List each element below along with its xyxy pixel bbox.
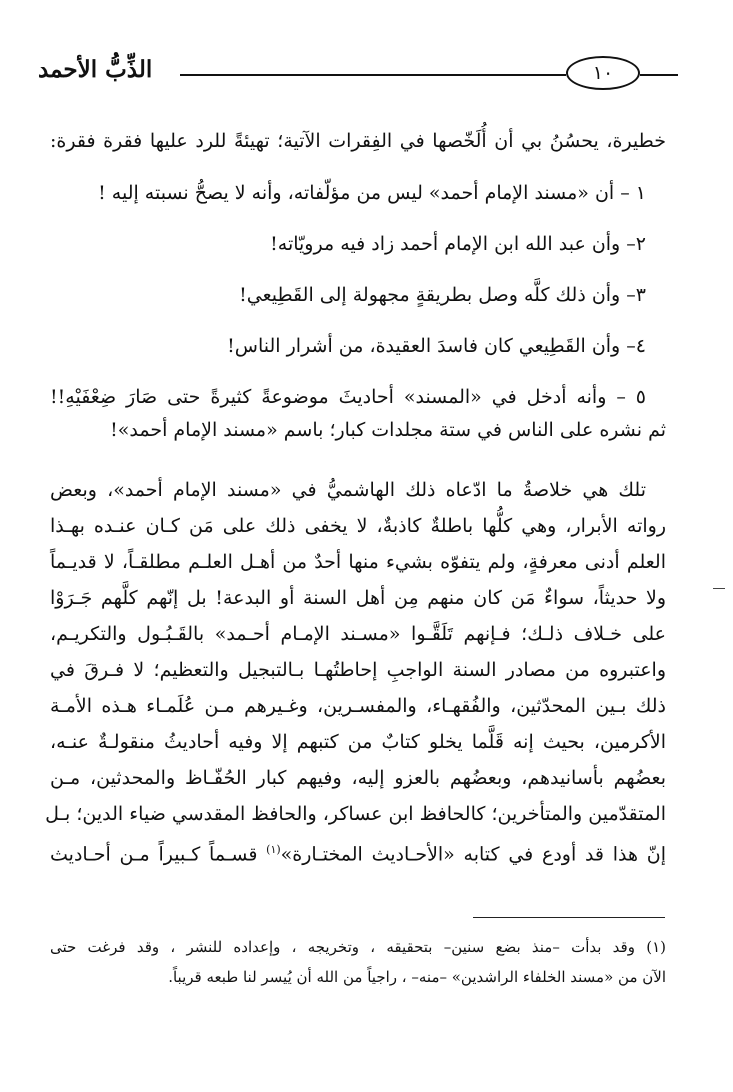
footnotes [50, 932, 666, 992]
header-rule-right [640, 74, 678, 76]
paragraph-line: ذلك بـين المحدّثين، والفُقهـاء، والمفسـرين، وغـيرهم مـن عُلَمـاء هـذه الأمـة [50, 695, 666, 717]
paragraph-line: المتقدّمين والمتأخرين؛ كالحافظ ابن عساكر، والحافظ المقدسي ضياء الدين؛ بـل [45, 803, 666, 825]
point-4: ٤– وأن القَطِيعي كان فاسدَ العقيدة، من أشرار الناس! [227, 335, 646, 357]
header-rule [180, 74, 566, 76]
paragraph-line: تلك هي خلاصةُ ما ادّعاه ذلك الهاشميُّ في «مسند الإمام أحمد»، وبعض [50, 479, 646, 501]
point-3: ٣– وأن ذلك كلَّه وصل بطريقةٍ مجهولة إلى القَطِيعي! [239, 284, 646, 306]
footnote-line: الآن من «مسند الخلفاء الراشدين» –منه– ، راجياً من الله أن يُيسر لنا طبعه قريباً. [168, 968, 666, 986]
paragraph-line: ولا حديثاً، سواءٌ مَن كان منهم مِن أهل السنة أو البدعة! بل إنّهم كلَّهم جَـرَوْا [50, 587, 667, 609]
footnote-line: (١) وقد بدأت –منذ بضع سنين– بتحقيقه ، وتخريجه ، وإعداده للنشر ، وقد فرغت حتى [50, 938, 666, 956]
footnote-reference: (١) [266, 843, 281, 856]
paragraph-line: العلم أدنى معرفةٍ، ولم يتفوّه بشيء منها أحدٌ من أهـل العلـم مطلقـاً، لا قديـماً [50, 551, 666, 573]
paragraph-line: رواته الأبرار، وهي كلُّها باطلةٌ كاذبةٌ، لا يخفى ذلك على مَن كـان عنـده بهـذا [50, 515, 666, 537]
footnote-separator [473, 917, 665, 918]
intro-line: خطيرة، يحسُنُ بي أن أُلَخّصها في الفِقرات الآتية؛ تهيئةً للرد عليها فقرة فقرة: [50, 130, 666, 152]
paragraph-line: على خـلاف ذلـك؛ فـإنهم تَلَقَّـوا «مسـند الإمـام أحـمد» بالقَـبُـول والتكريـم، [50, 623, 666, 645]
paragraph-line: واعتبروه من مصادر السنة الواجبِ إحاطتُهـا بـالتبجيل والتعظيم؛ لا فـرقَ في [50, 659, 666, 681]
point-5-continuation: ثم نشره على الناس في ستة مجلدات كبار؛ باسم «مسند الإمام أحمد»! [110, 419, 666, 441]
last-line-tail: قسـماً كـبيراً مـن أحـاديث [50, 843, 258, 866]
point-5: ٥ – وأنه أدخل في «المسند» أحاديثَ موضوعةً كثيرةً حتى صَارَ ضِعْفَيْهِ!! [50, 386, 646, 408]
margin-mark [713, 588, 725, 589]
last-line-head: إنّ هذا قد أودع في كتابه «الأحـاديث المختـارة» [280, 843, 666, 866]
page-header [38, 52, 678, 92]
point-2: ٢– وأن عبد الله ابن الإمام أحمد زاد فيه مرويّاته! [270, 233, 646, 255]
paragraph-line: بعضُهم بأسانيدهم، وبعضُهم بالعزو إليه، وفيهم كبار الحُفّـاظ والمحدثين، مـن [50, 767, 666, 789]
paragraph-last-line [50, 832, 666, 868]
paragraph [45, 472, 667, 868]
main-text [50, 125, 666, 158]
paragraph-line: الأكرمين، بحيث إنه قَلَّما يخلو كتابٌ من كتبهم إلا وفيه أحاديثُ منقولـةٌ عنـه، [50, 731, 666, 753]
points-list [50, 177, 666, 447]
page-number: ١٠ [566, 56, 640, 90]
point-1: ١ – أن «مسند الإمام أحمد» ليس من مؤلّفاته، وأنه لا يصحُّ نسبته إليه ! [98, 182, 646, 204]
running-title: الذِّبُّ الأحمد [38, 56, 153, 83]
